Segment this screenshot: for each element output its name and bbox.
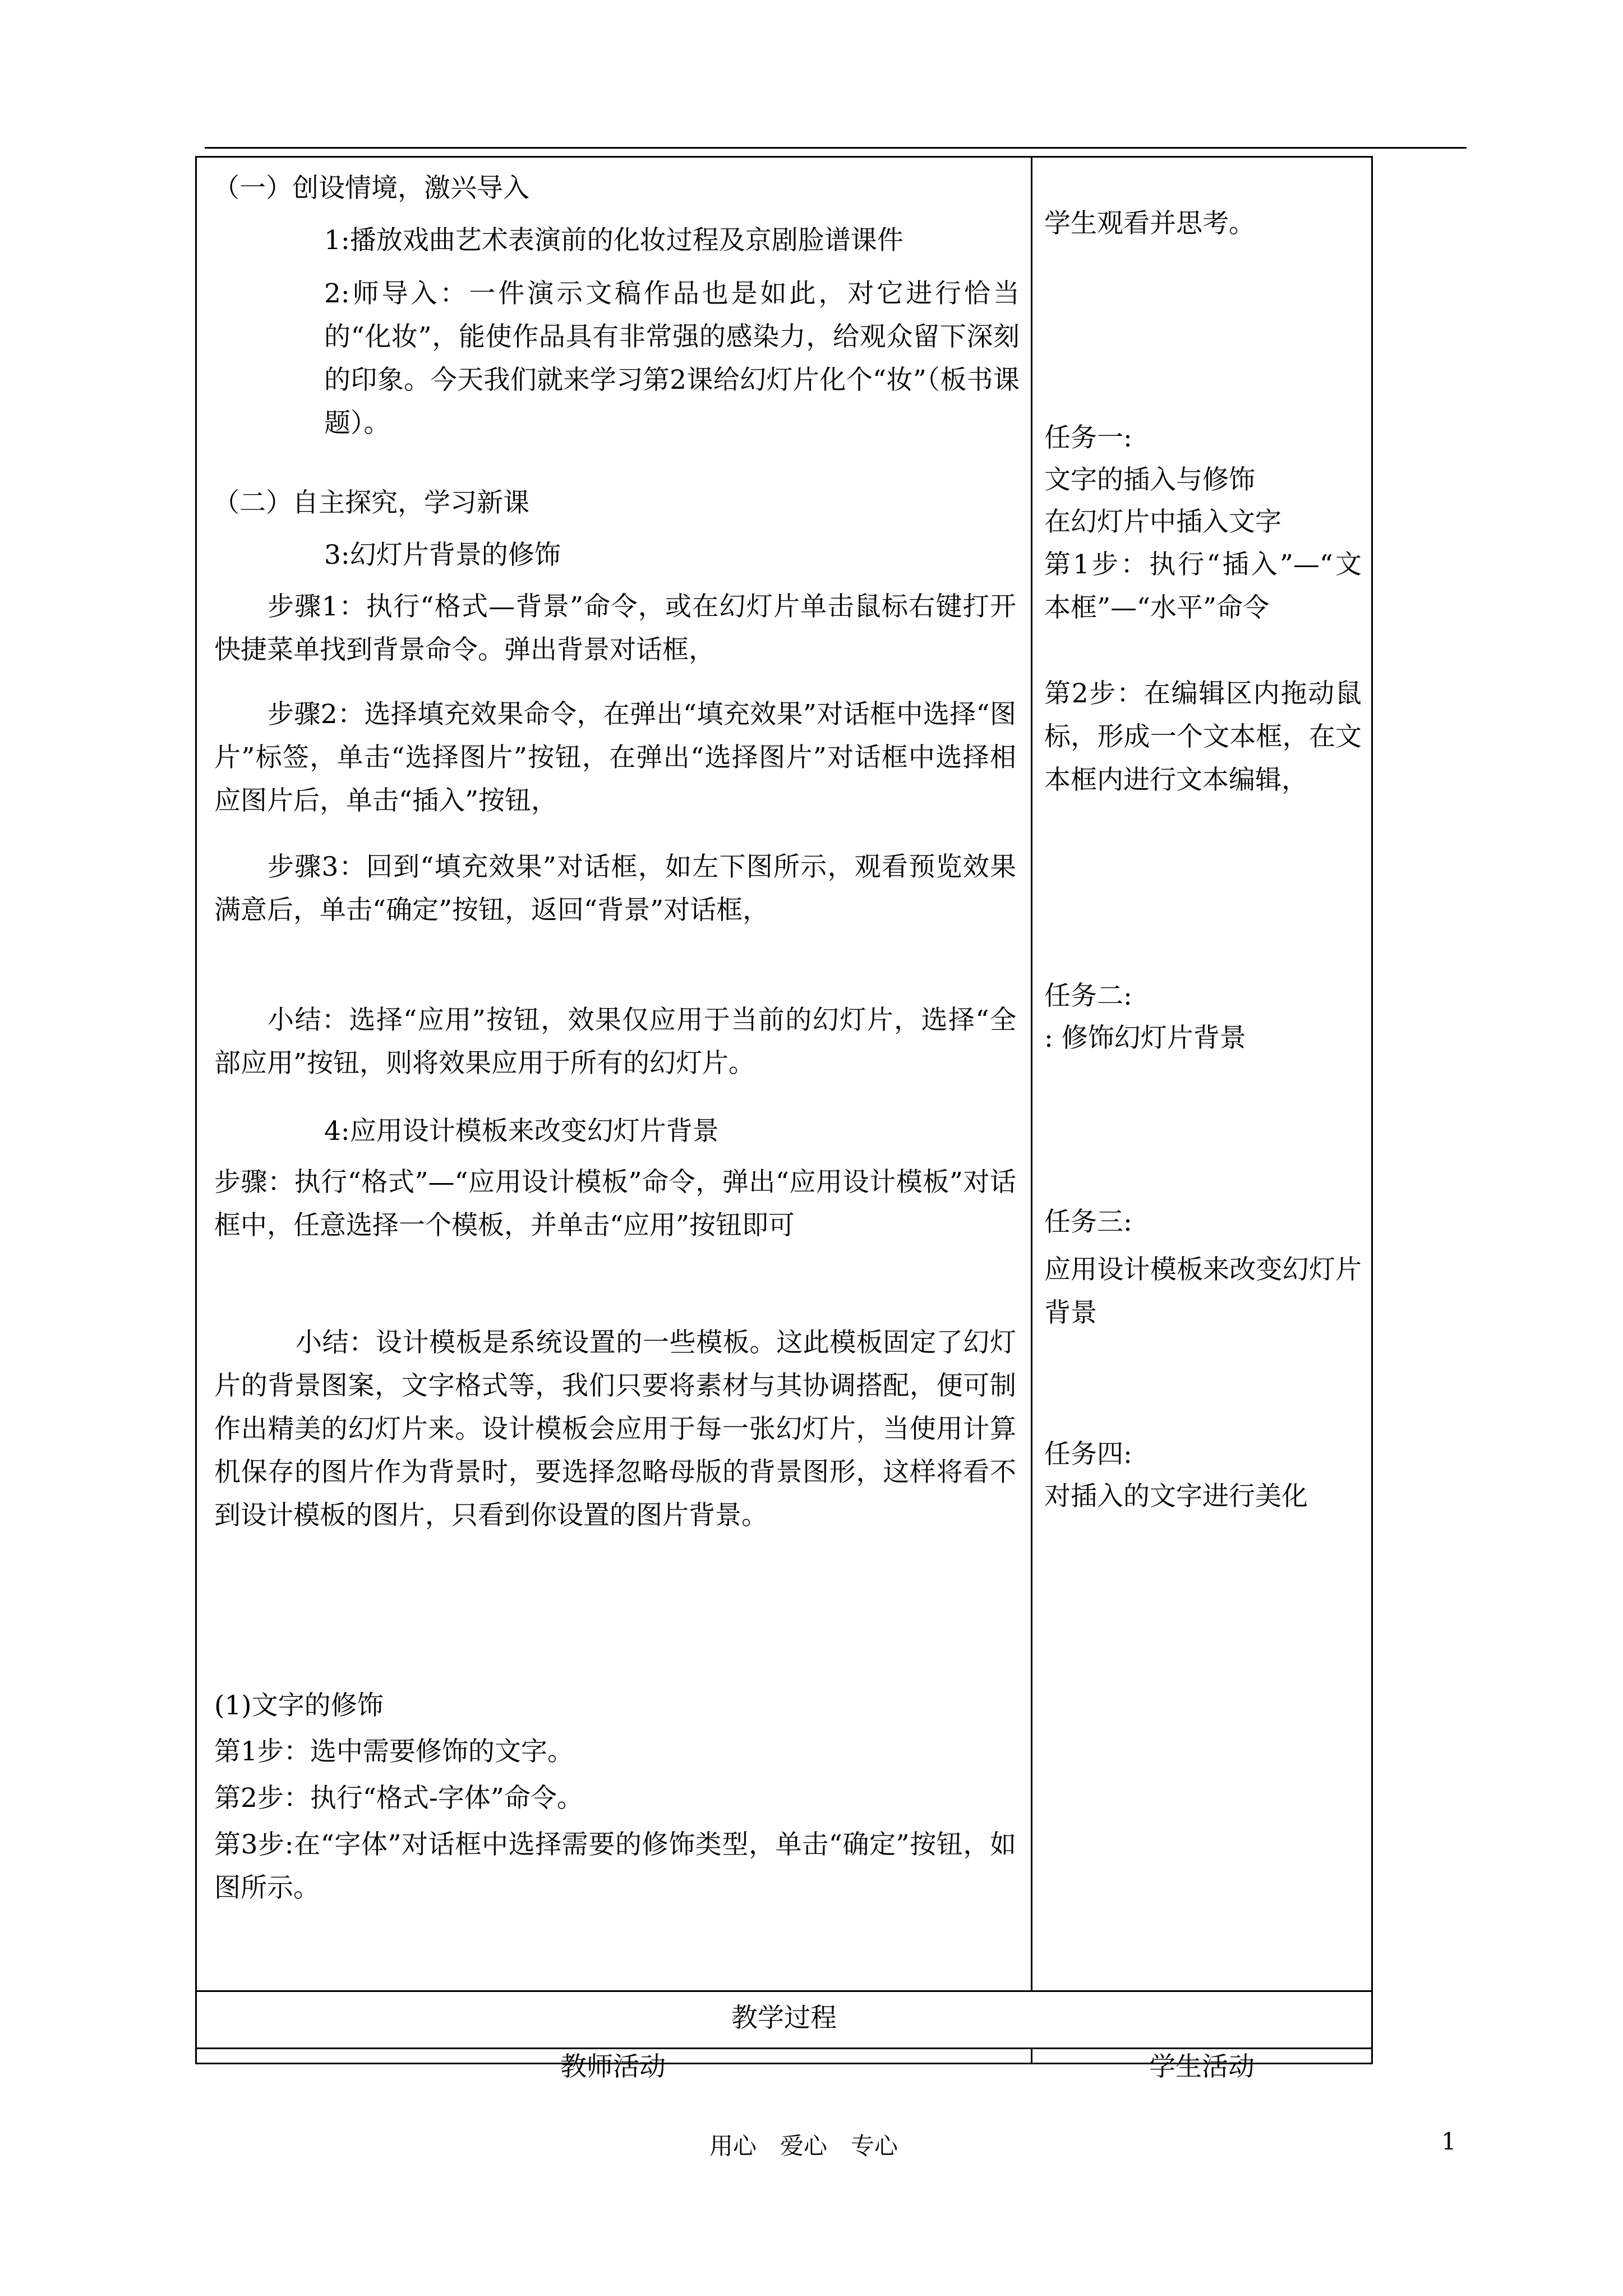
task-title: 任务二: <box>1044 981 1132 1011</box>
task-title: 任务一: <box>1044 422 1132 453</box>
page-number: 1 <box>1441 2128 1456 2155</box>
paragraph: 步骤3：回到“填充效果”对话框，如左下图所示，观看预览效果满意后，单击“确定”按钮，返回“背景”对话框， <box>214 852 1016 926</box>
header-rule <box>205 147 1467 149</box>
paragraph: 步骤2：选择填充效果命令，在弹出“填充效果”对话框中选择“图片”标签，单击“选择图片”按钮，在弹出“选择图片”对话框中选择相应图片后，单击“插入”按钮， <box>214 699 1016 816</box>
paragraph: 第1步：选中需要修饰的文字。 <box>214 1736 574 1767</box>
footer-slogan: 用心 爱心 专心 <box>709 2132 898 2160</box>
task-text: 第1步：执行“插入”—“文本框”—“水平”命令 <box>1044 549 1362 623</box>
student-note: 学生观看并思考。 <box>1044 208 1255 239</box>
row-divider <box>195 2047 1373 2049</box>
section-heading: （一）创设情境，激兴导入 <box>213 173 529 204</box>
paragraph: 步骤1：执行“格式—背景”命令，或在幻灯片单击鼠标右键打开快捷菜单找到背景命令。弹出背景对话框， <box>214 591 1016 665</box>
task-text: 应用设计模板来改变幻灯片背景 <box>1044 1254 1362 1328</box>
student-column-header: 学生活动 <box>1149 2051 1255 2082</box>
task-text: 第2步：在编辑区内拖动鼠标，形成一个文本框，在文本框内进行文本编辑， <box>1044 678 1362 795</box>
paragraph: 3:幻灯片背景的修饰 <box>324 540 561 570</box>
paragraph: 小结：选择“应用”按钮，效果仅应用于当前的幻灯片，选择“全部应用”按钮，则将效果应用于所有的幻灯片。 <box>214 1005 1016 1079</box>
task-title: 任务三: <box>1044 1207 1132 1237</box>
teacher-column-header: 教师活动 <box>560 2051 666 2082</box>
paragraph: 小结：设计模板是系统设置的一些模板。这此模板固定了幻灯片的背景图案，文字格式等，我们只要将素材与其协调搭配，便可制作出精美的幻灯片来。设计模板会应用于每一张幻灯片，当使用计算机保存的图片作为背景时，要选择忽略母版的背景图形，这样将看不到设计模板的图片，只看到你设置的图片背景。 <box>214 1327 1016 1531</box>
paragraph: 第2步：执行“格式-字体”命令。 <box>214 1783 583 1814</box>
paragraph: 2:师导入：一件演示文稿作品也是如此，对它进行恰当的“化妆”，能使作品具有非常强的感染力，给观众留下深刻的印象。今天我们就来学习第2课给幻灯片化个“妆”（板书课题）。 <box>324 278 1020 439</box>
process-title: 教学过程 <box>731 2003 837 2033</box>
paragraph: 1:播放戏曲艺术表演前的化妆过程及京剧脸谱课件 <box>324 225 903 256</box>
subheading: (1)文字的修饰 <box>214 1690 384 1721</box>
row-divider <box>195 1990 1373 1992</box>
paragraph: 4:应用设计模板来改变幻灯片背景 <box>324 1116 719 1147</box>
paragraph: 步骤：执行“格式”—“应用设计模板”命令，弹出“应用设计模板”对话框中，任意选择一个模板，并单击“应用”按钮即可 <box>214 1167 1016 1241</box>
task-text: 对插入的文字进行美化 <box>1044 1481 1308 1512</box>
task-text: 文字的插入与修饰 <box>1044 464 1255 495</box>
paragraph: 第3步:在“字体”对话框中选择需要的修饰类型，单击“确定”按钮，如图所示。 <box>214 1829 1016 1903</box>
section-heading: （二）自主探究，学习新课 <box>213 487 529 518</box>
task-title: 任务四: <box>1044 1439 1132 1470</box>
task-text: 在幻灯片中插入文字 <box>1044 507 1281 537</box>
task-text: : 修饰幻灯片背景 <box>1044 1023 1246 1053</box>
column-divider <box>1031 156 1032 1990</box>
